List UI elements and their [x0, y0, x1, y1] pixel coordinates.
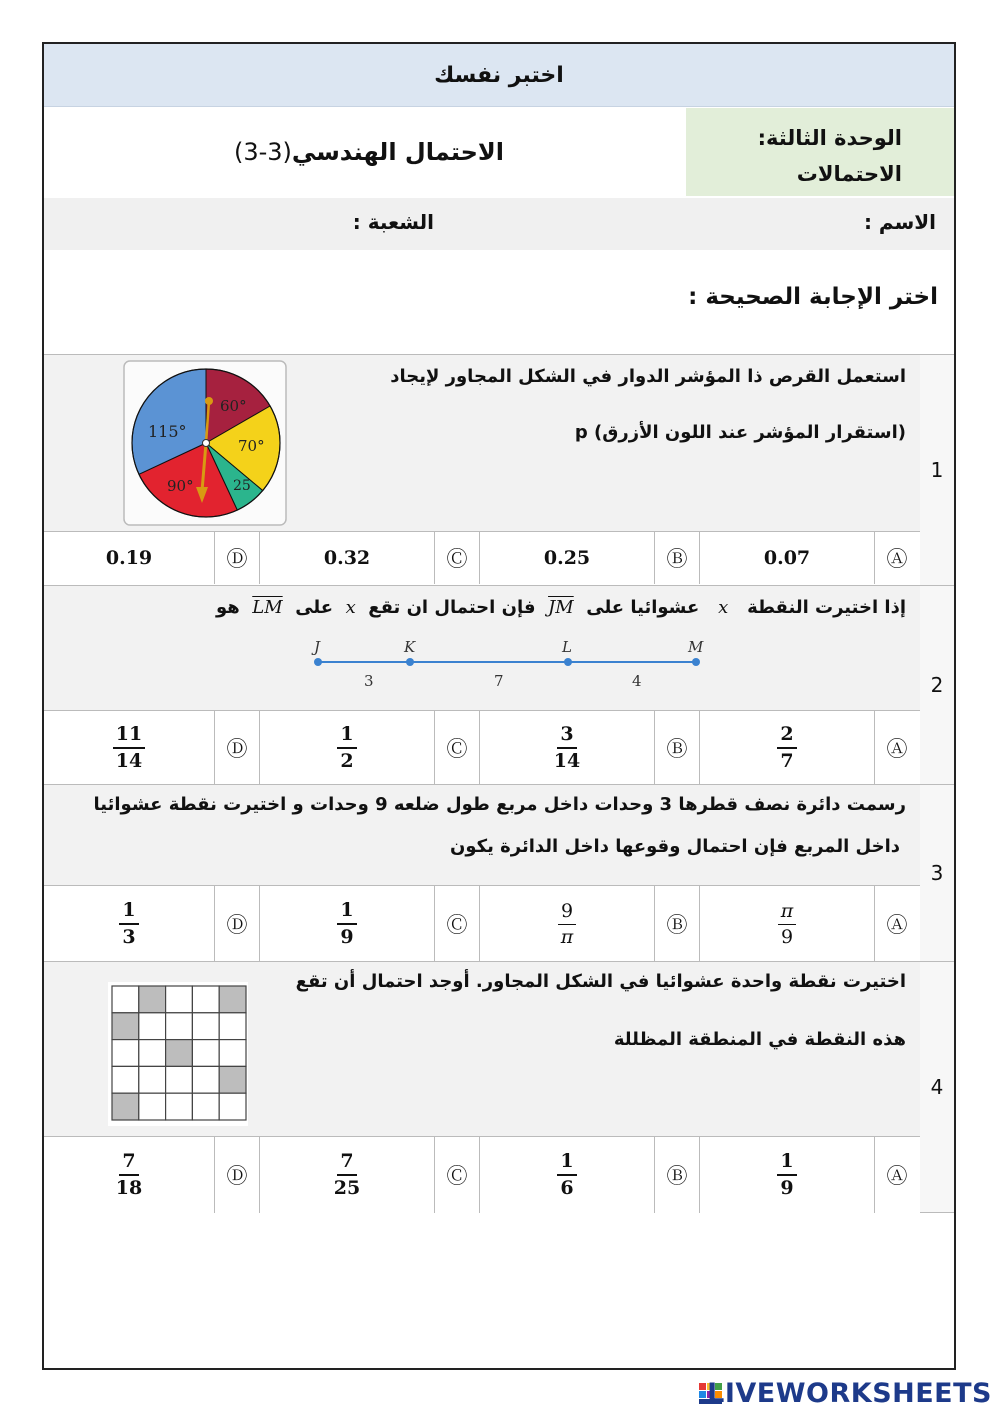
answer-c[interactable]: 0.32 — [260, 532, 435, 584]
answer-c[interactable] — [260, 711, 435, 785]
question-1-body — [44, 355, 921, 531]
answer-d[interactable] — [44, 886, 215, 962]
grid-cell — [192, 1040, 219, 1067]
fraction: $\frac{3}{14}$ — [553, 723, 581, 772]
fraction: $\frac{1}{2}$ — [337, 725, 356, 771]
question-4-line1: اختيرت نقطة واحدة عشوائيا في الشكل المجاور. أوجد احتمال أن تقع — [295, 971, 906, 992]
grid-cell-shaded — [219, 1066, 246, 1093]
q2-var-x2: x — [345, 597, 356, 618]
student-info-row — [44, 198, 954, 250]
fraction: $\frac{1}{6}$ — [557, 1152, 576, 1198]
angle-label-60: 60° — [220, 397, 247, 415]
choice-letter-c: Ⓒ — [435, 532, 480, 584]
answer-b[interactable] — [480, 711, 655, 785]
length-jk: 3 — [364, 672, 374, 690]
choice-letter-c: Ⓒ — [435, 1137, 480, 1213]
question-1-answers — [44, 531, 920, 584]
fraction: $\frac{1}{3}$ — [119, 901, 138, 947]
spinner-center — [203, 440, 210, 447]
angle-label-70: 70° — [238, 437, 265, 455]
lesson-number: (3-3) — [233, 138, 292, 166]
question-1 — [44, 354, 954, 585]
choice-letter-c: Ⓒ — [435, 886, 480, 962]
question-4-body — [44, 962, 921, 1136]
spinner-pointer-knob — [205, 397, 213, 405]
question-1-line1: استعمل القرص ذا المؤشر الدوار في الشكل المجاور لإيجاد — [390, 366, 906, 387]
fraction: $\frac{1}{9}$ — [337, 901, 356, 947]
instruction: اختر الإجابة الصحيحة : — [688, 284, 938, 310]
fraction: $\frac{7}{18}$ — [115, 1150, 143, 1199]
label-l: L — [562, 638, 572, 656]
grid-cell-shaded — [219, 986, 246, 1013]
answer-a[interactable] — [700, 886, 875, 962]
choice-letter-d: Ⓓ — [215, 532, 260, 584]
question-2 — [44, 585, 954, 784]
choice-letter-d: Ⓓ — [215, 711, 260, 785]
name-label: الاسم : — [863, 210, 936, 234]
grid-cell — [139, 1040, 166, 1067]
question-2-text — [216, 594, 906, 622]
segment-lm: LM — [252, 597, 283, 618]
choice-letter-a: Ⓐ — [886, 737, 908, 761]
answer-b[interactable]: 0.25 — [480, 532, 655, 584]
answer-a[interactable] — [700, 1137, 875, 1213]
choice-letter-d: Ⓓ — [215, 1137, 260, 1213]
answer-a[interactable]: 0.07 — [700, 532, 875, 584]
grid-cell-shaded — [112, 1093, 139, 1120]
choice-letter-d: Ⓓ — [215, 886, 260, 962]
answer-b[interactable] — [480, 886, 655, 962]
point-j — [314, 658, 322, 666]
fraction: $\frac{9}{\pi}$ — [558, 902, 576, 947]
spinner-figure — [122, 359, 290, 529]
grid-cell — [192, 1013, 219, 1040]
unit-row — [44, 108, 954, 196]
question-2-body — [44, 586, 921, 710]
length-lm: 4 — [632, 672, 642, 690]
number-line-figure — [304, 636, 704, 696]
q2-part4: على — [295, 597, 334, 618]
fraction: $\frac{\pi}{9}$ — [778, 902, 797, 947]
grid-cell — [166, 1066, 193, 1093]
q2-part3: فإن احتمال ان تقع — [368, 597, 536, 618]
worksheet — [42, 42, 956, 1370]
answer-d[interactable] — [44, 1137, 215, 1213]
question-1-number: 1 — [920, 355, 954, 585]
question-3-answers — [44, 885, 920, 962]
grid-cell — [112, 986, 139, 1013]
choice-letter-a: Ⓐ — [886, 547, 908, 571]
grid-cell — [112, 1066, 139, 1093]
grid-cell — [219, 1040, 246, 1067]
label-k: K — [404, 638, 416, 656]
choice-letter-b: Ⓑ — [655, 886, 700, 962]
answer-c[interactable] — [260, 1137, 435, 1213]
question-4-number: 4 — [920, 962, 954, 1212]
question-3-line1: رسمت دائرة نصف قطرها 3 وحدات داخل مربع طول ضلعه 9 وحدات و اختيرت نقطة عشوائيا — [93, 794, 906, 815]
choice-letter-a: Ⓐ — [886, 1164, 908, 1188]
point-l — [564, 658, 572, 666]
answer-b[interactable] — [480, 1137, 655, 1213]
fraction: $\frac{11}{14}$ — [113, 725, 145, 771]
questions-table — [44, 354, 954, 1213]
question-3-body — [44, 785, 921, 885]
answer-a[interactable] — [700, 711, 875, 785]
fraction: $\frac{1}{9}$ — [777, 1152, 796, 1198]
label-m: M — [688, 638, 704, 656]
question-3 — [44, 784, 954, 961]
grid-cells — [112, 986, 246, 1120]
worksheet-title: اختبر نفسك — [44, 44, 954, 107]
grid-cell — [192, 1093, 219, 1120]
question-3-number: 3 — [920, 785, 954, 961]
watermark: LIVEWORKSHEETS — [707, 1378, 992, 1409]
question-2-answers — [44, 710, 920, 785]
fraction: $\frac{2}{7}$ — [777, 725, 796, 771]
section-label: الشعبة : — [352, 210, 434, 234]
grid-cell-shaded — [112, 1013, 139, 1040]
lesson-title: الاحتمال الهندسي — [291, 138, 505, 166]
segment-jm: JM — [548, 597, 574, 618]
question-4-answers — [44, 1136, 920, 1213]
q2-part5: هو — [215, 597, 240, 618]
grid-cell — [112, 1040, 139, 1067]
point-m — [692, 658, 700, 666]
unit-box — [686, 108, 954, 196]
label-j: J — [314, 638, 321, 656]
grid-cell — [166, 986, 193, 1013]
choice-letter-b: Ⓑ — [655, 532, 700, 584]
fraction: $\frac{7}{25}$ — [333, 1150, 361, 1199]
grid-cell — [139, 1066, 166, 1093]
choice-letter-b: Ⓑ — [655, 711, 700, 785]
angle-label-25: 25 — [233, 478, 251, 494]
grid-cell — [219, 1093, 246, 1120]
question-4-line2: هذه النقطة في المنطقة المظللة — [613, 1029, 906, 1050]
question-4 — [44, 961, 954, 1213]
q2-part1: إذا اختيرت النقطة — [747, 597, 906, 618]
q2-var-x: x — [718, 597, 729, 618]
answer-d[interactable]: 0.19 — [44, 532, 215, 584]
grid-cell-shaded — [166, 1040, 193, 1067]
choice-letter-b: Ⓑ — [655, 1137, 700, 1213]
grid-cell-shaded — [139, 986, 166, 1013]
length-kl: 7 — [494, 672, 504, 690]
grid-cell — [219, 1013, 246, 1040]
choice-letter-a: Ⓐ — [886, 913, 908, 937]
answer-d[interactable] — [44, 711, 215, 785]
choice-letter-c: Ⓒ — [435, 711, 480, 785]
grid-figure — [108, 982, 248, 1126]
angle-label-115: 115° — [148, 422, 187, 441]
answer-c[interactable] — [260, 886, 435, 962]
angle-label-90: 90° — [167, 477, 194, 495]
unit-label: الوحدة الثالثة: — [757, 126, 902, 150]
grid-cell — [166, 1013, 193, 1040]
lesson-heading — [44, 108, 684, 196]
question-2-number: 2 — [920, 586, 954, 784]
grid-cell — [192, 986, 219, 1013]
question-1-line2: (استقرار المؤشر عند اللون الأزرق) p — [574, 422, 906, 443]
grid-cell — [192, 1066, 219, 1093]
unit-name: الاحتمالات — [796, 162, 902, 186]
grid-cell — [139, 1013, 166, 1040]
q2-part2: عشوائيا على — [586, 597, 700, 618]
grid-cell — [166, 1093, 193, 1120]
point-k — [406, 658, 414, 666]
grid-cell — [139, 1093, 166, 1120]
question-3-line2: داخل المربع فإن احتمال وقوعها داخل الدائرة يكون — [450, 836, 900, 857]
